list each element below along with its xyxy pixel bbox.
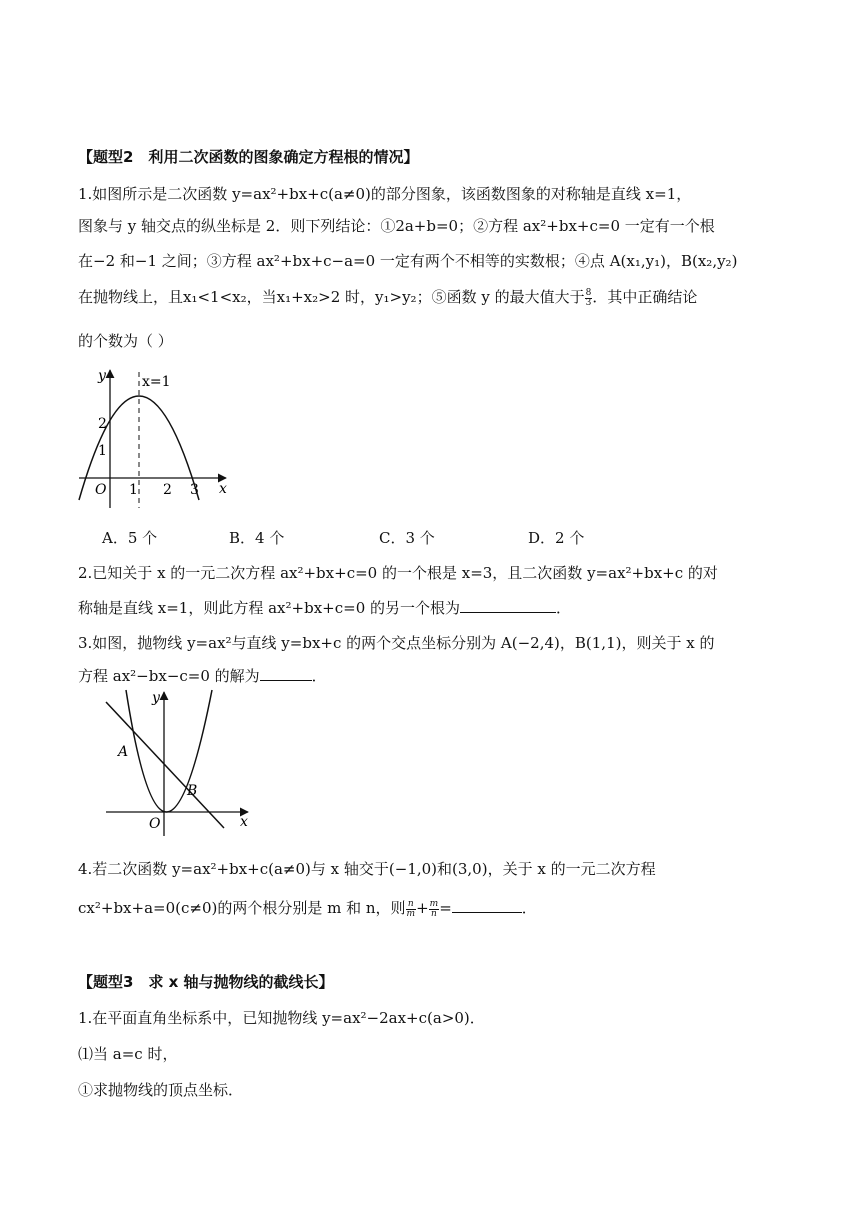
q1-line-4-end: ．其中正确结论 [592, 288, 698, 306]
q1-line-4 [78, 286, 697, 308]
symmetry-label: x=1 [142, 374, 171, 390]
q3-line-1: 3.如图，抛物线 y=ax²与直线 y=bx+c 的两个交点坐标分别为 A(−2,4)，B(1,1)，则关于 x 的 [78, 634, 715, 652]
q2-answer-blank[interactable] [460, 597, 556, 613]
q3-line-2 [78, 665, 327, 686]
q4-line-2-text: cx²+bx+a=0(c≠0)的两个根分别是 m 和 n，则 [78, 899, 406, 917]
tick-x-2: 2 [163, 482, 172, 498]
q4-line-2 [78, 897, 537, 919]
equals-sign: = [439, 899, 452, 917]
fraction-denominator: 3 [585, 297, 592, 308]
q1-line-3: 在−2 和−1 之间；③方程 ax²+bx+c−a=0 一定有两个不相等的实数根；④点 A(x₁,y₁)，B(x₂,y₂) [78, 252, 738, 270]
fraction-m-n-denominator: n [431, 908, 437, 919]
tick-x-1: 1 [129, 482, 138, 498]
plus-sign: + [416, 899, 429, 917]
origin-label-2: O [149, 816, 161, 832]
tick-y-2: 2 [98, 416, 107, 432]
tick-y-1: 1 [98, 443, 107, 459]
q3-line-2-text: 方程 ax²−bx−c=0 的解为 [78, 667, 260, 685]
origin-label: O [95, 482, 107, 498]
s3-q1-line-3: ①求抛物线的顶点坐标． [78, 1081, 244, 1099]
axis-y-label: y [98, 368, 106, 384]
tick-x-3: 3 [190, 482, 199, 498]
q3-line-2-end: ． [311, 667, 327, 685]
point-a-label: A [118, 744, 129, 760]
q2-line-2-end: ． [556, 599, 572, 617]
s3-q1-line-2: ⑴当 a=c 时， [78, 1045, 178, 1063]
straight-line [106, 702, 224, 828]
fraction-m-n-numerator: m [429, 898, 439, 909]
axis-x-label: x [219, 481, 227, 497]
fraction-n-m-denominator: m [406, 908, 416, 919]
section-2-title: 【题型2 利用二次函数的图象确定方程根的情况】 [78, 148, 419, 166]
option-d[interactable]: D．2 个 [528, 529, 585, 547]
fraction-m-n [429, 900, 440, 919]
s3-q1-line-1: 1.在平面直角坐标系中，已知抛物线 y=ax²−2ax+c(a>0)． [78, 1009, 485, 1027]
q1-line-2: 图象与 y 轴交点的纵坐标是 2．则下列结论：①2a+b=0；②方程 ax²+bx+c=0 一定有一个根 [78, 217, 715, 235]
point-b-label: B [187, 783, 198, 799]
section-3-title: 【题型3 求 x 轴与抛物线的截线长】 [78, 973, 334, 991]
q3-answer-blank[interactable] [260, 665, 312, 681]
parabola-curve-2 [126, 690, 212, 812]
q2-line-2-text: 称轴是直线 x=1，则此方程 ax²+bx+c=0 的另一个根为 [78, 599, 461, 617]
option-b[interactable]: B．4 个 [229, 529, 285, 547]
q4-answer-blank[interactable] [452, 897, 522, 913]
fraction-numerator: 8 [585, 287, 592, 298]
q3-parabola-line-figure [104, 688, 254, 838]
q1-line-5: 的个数为（ ） [78, 332, 173, 350]
option-c[interactable]: C．3 个 [379, 529, 435, 547]
fraction-n-m-numerator: n [406, 900, 417, 910]
q2-line-1: 2.已知关于 x 的一元二次方程 ax²+bx+c=0 的一个根是 x=3，且二次函数 y=ax²+bx+c 的对 [78, 564, 718, 582]
axis-x-label-2: x [240, 814, 248, 830]
axis-y-label-2: y [152, 690, 160, 706]
q4-line-2-end: ． [521, 899, 537, 917]
fraction-n-m [406, 900, 417, 919]
q1-line-1: 1.如图所示是二次函数 y=ax²+bx+c(a≠0)的部分图象，该函数图象的对称轴是直线 x=1， [78, 185, 692, 203]
q4-line-1: 4.若二次函数 y=ax²+bx+c(a≠0)与 x 轴交于(−1,0)和(3,0)，关于 x 的一元二次方程 [78, 860, 656, 878]
option-a[interactable]: A．5 个 [102, 529, 158, 547]
q1-parabola-figure [74, 362, 244, 512]
q2-line-2 [78, 597, 571, 618]
q1-line-4-text: 在抛物线上，且x₁<1<x₂，当x₁+x₂>2 时，y₁>y₂；⑤函数 y 的最大值大于 [78, 288, 585, 306]
